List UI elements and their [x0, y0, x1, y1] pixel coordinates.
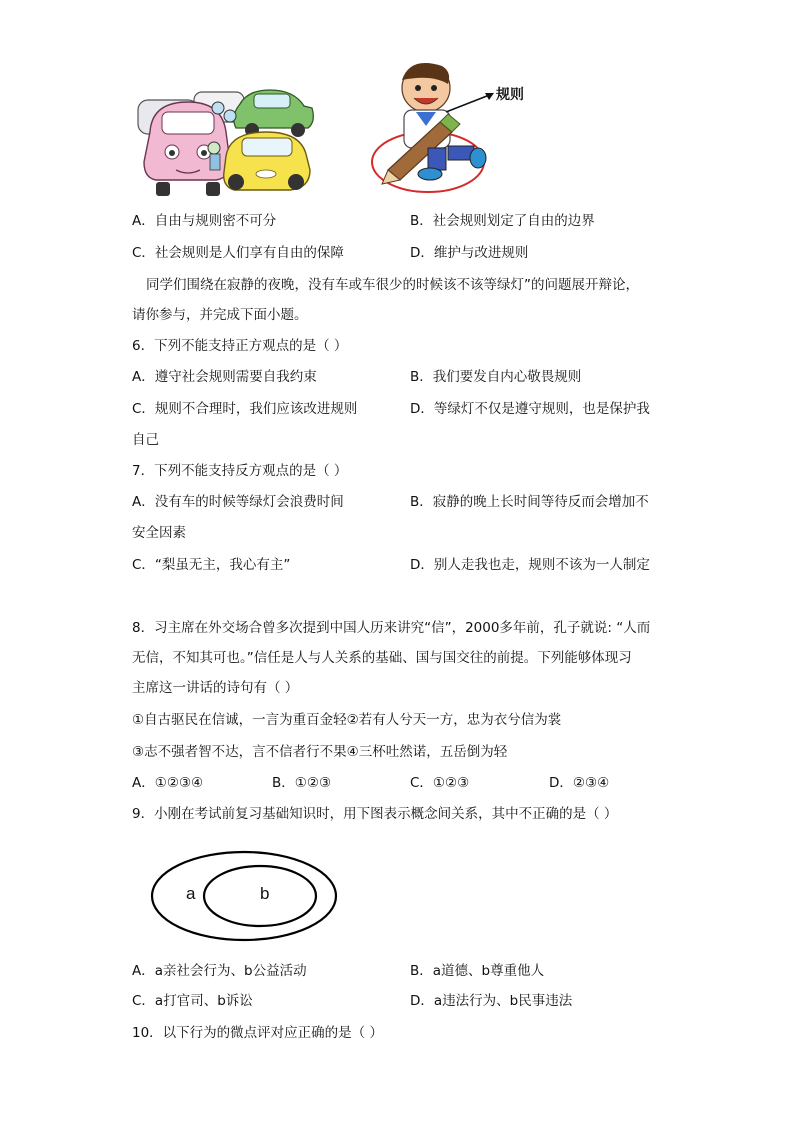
q7-option-c: C．“梨虽无主，我心有主” [132, 557, 291, 573]
q5-option-b: B．社会规则划定了自由的边界 [410, 213, 595, 229]
q8-stem-line-3: 主席这一讲话的诗句有（ ） [132, 680, 299, 696]
q8-stem-line-2: 无信，不知其可也。”信任是人与人关系的基础、国与国交往的前提。下列能够体现习 [132, 650, 632, 666]
q8-statements-2: ③志不强者智不达，言不信者行不果④三杯吐然诺，五岳倒为轻 [132, 744, 508, 760]
outer-label: a [186, 884, 196, 903]
rule-label: 规则 [496, 87, 524, 103]
q8-stem-line-1: 8．习主席在外交场合曾多次提到中国人历来讲究“信”，2000多年前，孔子就说: “人而 [132, 620, 651, 636]
q8-option-a: A．①②③④ [132, 775, 204, 791]
q6-option-c: C．规则不合理时，我们应该改进规则 [132, 401, 358, 417]
passage-line-2: 请你参与，并完成下面小题。 [132, 307, 308, 323]
boy-with-pencil-image [368, 60, 538, 200]
q8-option-d: D．②③④ [549, 775, 610, 791]
q7-option-d: D．别人走我也走，规则不该为一人制定 [410, 557, 650, 573]
q9-option-b: B．a道德、b尊重他人 [410, 963, 545, 979]
passage-line-1: 同学们围绕在寂静的夜晚，没有车或车很少的时候该不该等绿灯”的问题展开辩论， [146, 277, 639, 293]
q7-stem: 7．下列不能支持反方观点的是（ ） [132, 463, 348, 479]
q9-option-c: C．a打官司、b诉讼 [132, 993, 253, 1009]
q9-stem: 9．小刚在考试前复习基础知识时，用下图表示概念间关系，其中不正确的是（ ） [132, 806, 618, 822]
outer-ellipse [152, 852, 336, 940]
q10-stem: 10．以下行为的微点评对应正确的是（ ） [132, 1025, 383, 1041]
q8-statements-1: ①自古驱民在信诚，一言为重百金轻②若有人兮天一方，忠为衣兮信为裳 [132, 712, 562, 728]
q9-option-d: D．a违法行为、b民事违法 [410, 993, 573, 1009]
q5-option-d: D．维护与改进规则 [410, 245, 529, 261]
q6-option-b: B．我们要发自内心敬畏规则 [410, 369, 582, 385]
q5-option-c: C．社会规则是人们享有自由的保障 [132, 245, 344, 261]
q6-option-d: D．等绿灯不仅是遵守规则，也是保护我 [410, 401, 650, 417]
q6-stem: 6．下列不能支持正方观点的是（ ） [132, 338, 348, 354]
concept-diagram [148, 848, 338, 944]
q8-option-b: B．①②③ [272, 775, 332, 791]
q5-option-a: A．自由与规则密不可分 [132, 213, 277, 229]
q7-option-b: B．寂静的晚上长时间等待反而会增加不 [410, 494, 649, 510]
inner-label: b [260, 884, 270, 903]
q8-option-c: C．①②③ [410, 775, 470, 791]
q7-option-a: A．没有车的时候等绿灯会浪费时间 [132, 494, 344, 510]
q9-option-a: A．a亲社会行为、b公益活动 [132, 963, 307, 979]
q7-option-b-cont: 安全因素 [132, 525, 186, 541]
q6-option-a: A．遵守社会规则需要自我约束 [132, 369, 317, 385]
q6-option-d-cont: 自己 [132, 432, 159, 448]
traffic-jam-image [132, 82, 314, 200]
